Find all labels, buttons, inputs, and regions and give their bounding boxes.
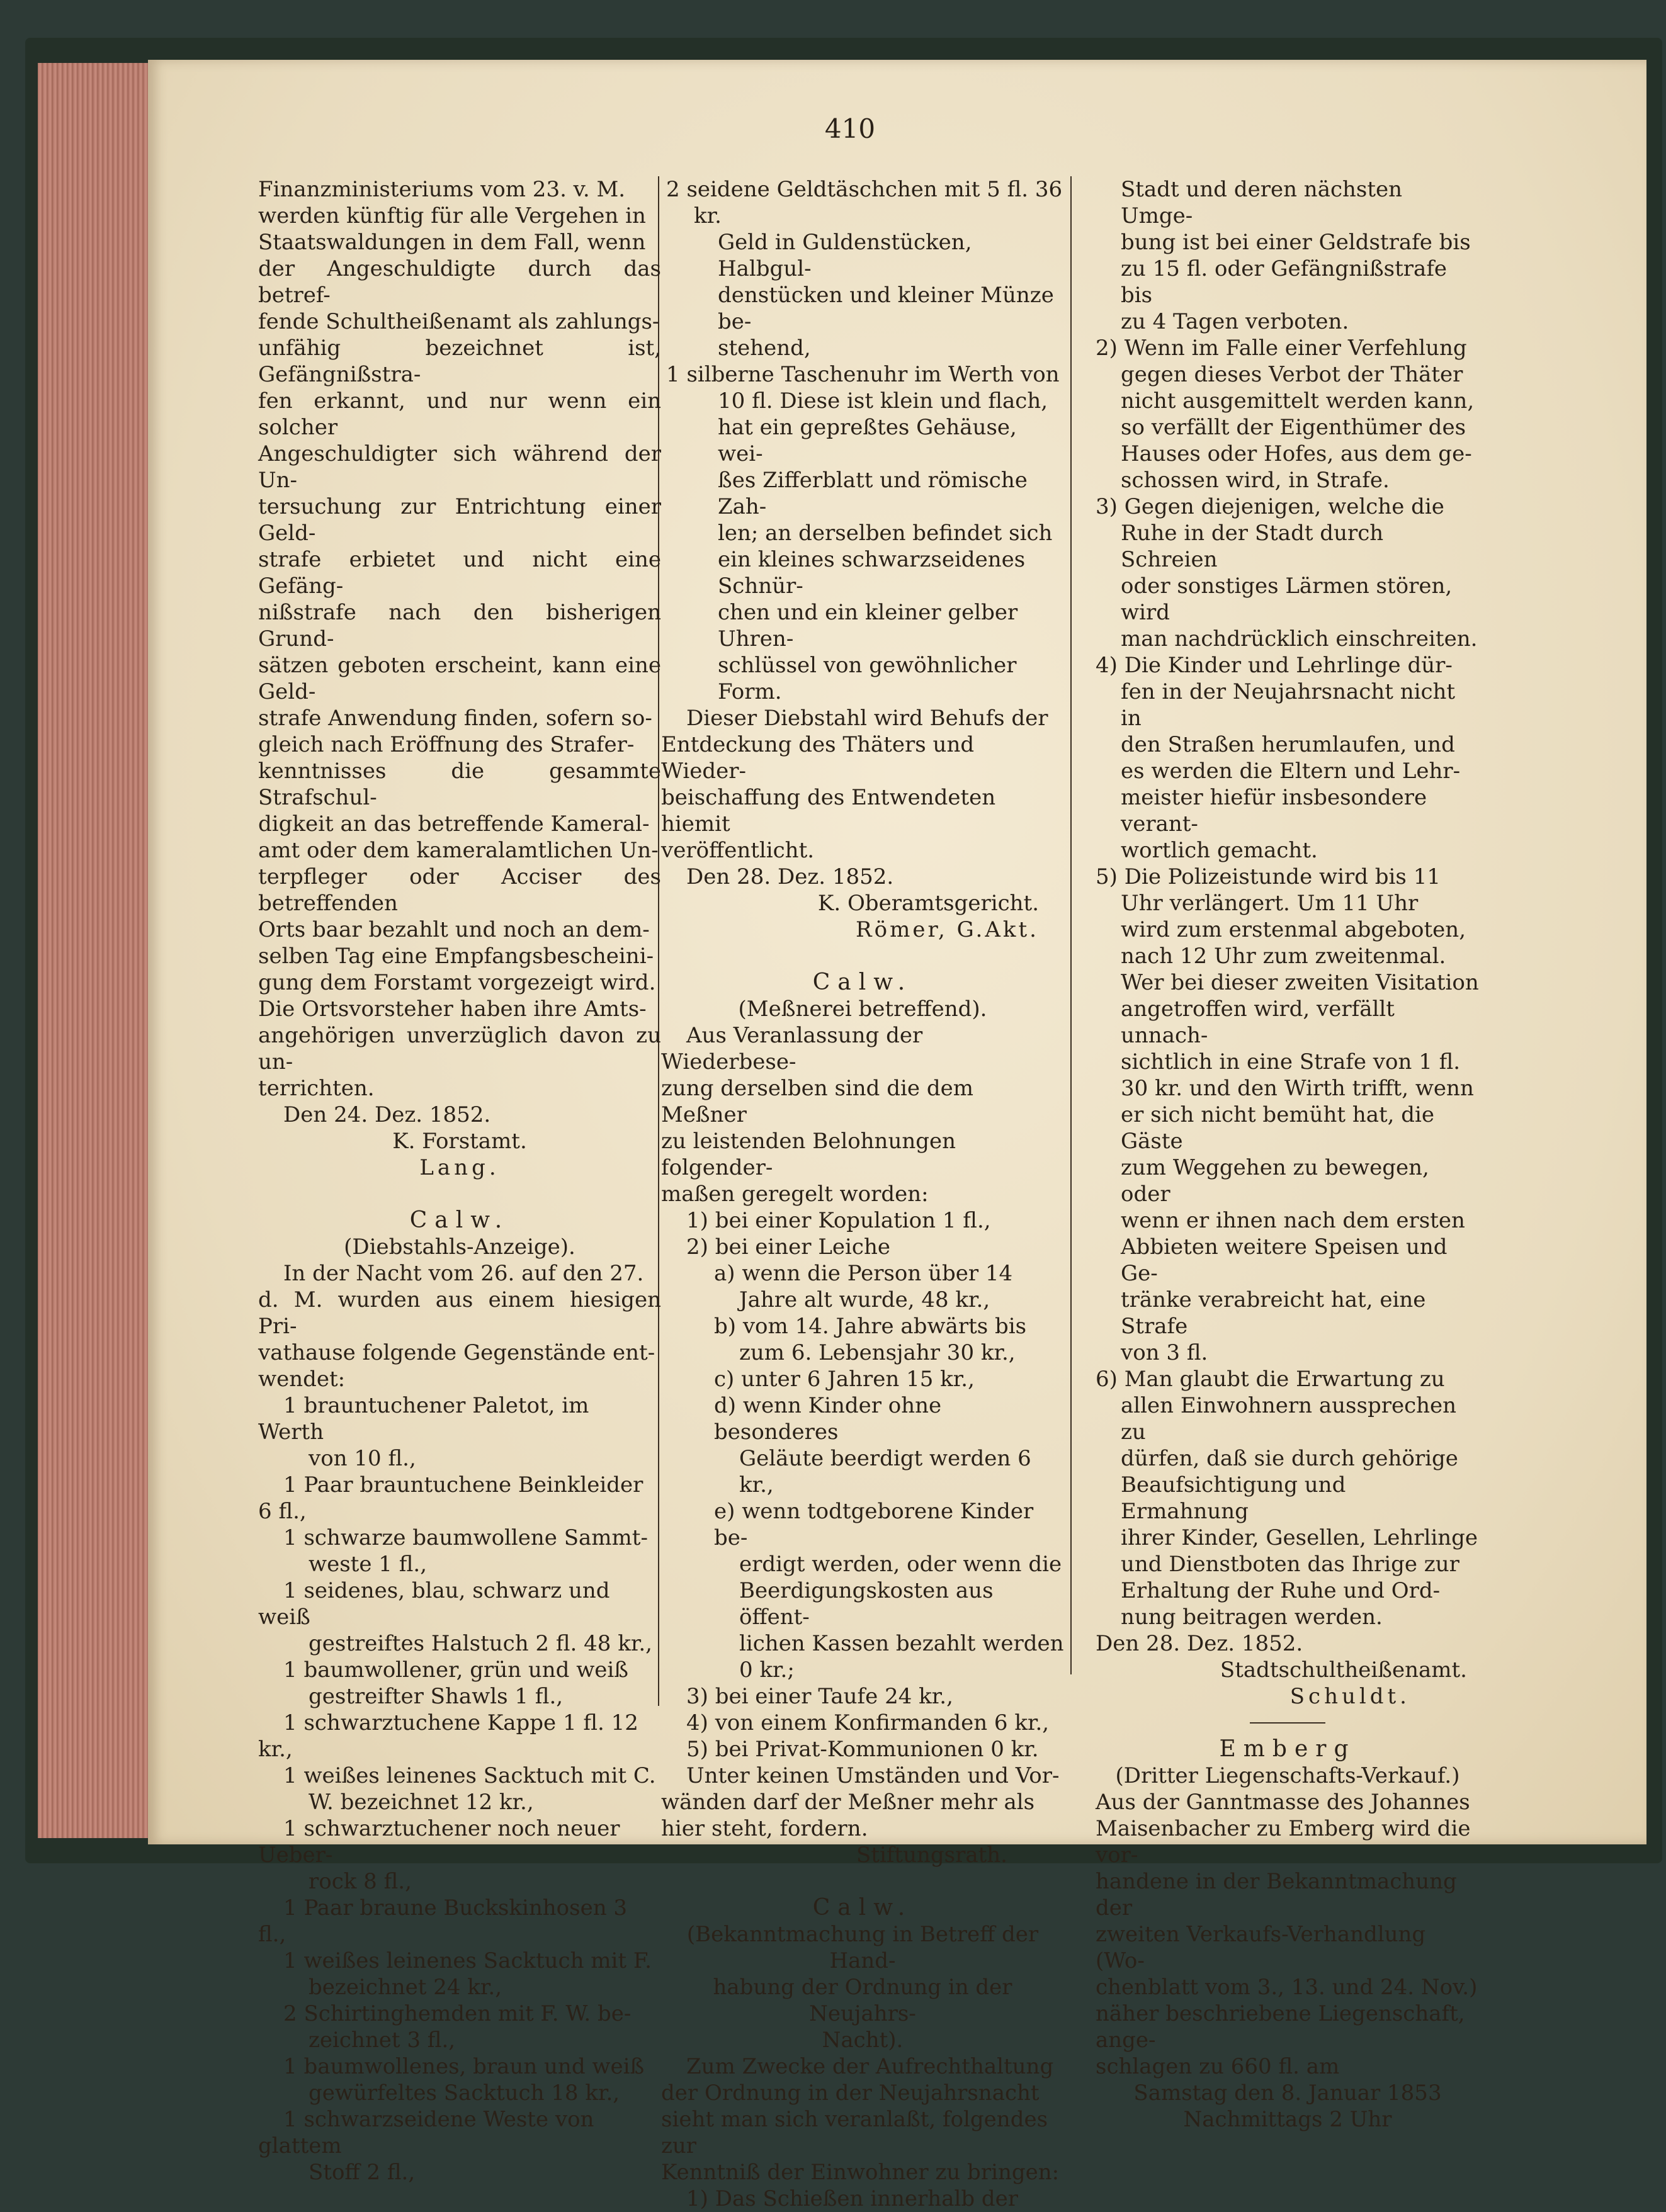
text-line: habung der Ordnung in der Neujahrs- bbox=[713, 1975, 1012, 2026]
list-item: len; an derselben befindet sich bbox=[718, 521, 1053, 546]
list-item: denstücken und kleiner Münze be- bbox=[718, 283, 1054, 334]
text-line: es werden die Eltern und Lehr- bbox=[1121, 759, 1461, 784]
list-item: gestreiftes Halstuch 2 fl. 48 kr., bbox=[309, 1631, 652, 1656]
list-item: 1 schwarze baumwollene Sammt- bbox=[283, 1525, 648, 1550]
text-line: selben Tag eine Empfangsbescheini- bbox=[258, 944, 654, 969]
text-line: sieht man sich veranlaßt, folgendes zur bbox=[661, 2107, 1048, 2158]
emberg-sale-text bbox=[1096, 1789, 1480, 2080]
text-line: strafe erbietet und nicht eine Gefäng- bbox=[258, 547, 661, 599]
text-line: meister hiefür insbesondere verant- bbox=[1121, 785, 1427, 837]
text-line: amt oder dem kameralamtlichen Un- bbox=[258, 838, 659, 863]
list-item: d) wenn Kinder ohne besonderes bbox=[714, 1393, 942, 1445]
text-line: In der Nacht vom 26. auf den 27. bbox=[283, 1261, 644, 1286]
list-item: erdigt werden, oder wenn die bbox=[739, 1552, 1062, 1577]
text-line: gung dem Forstamt vorgezeigt wird. bbox=[258, 970, 656, 995]
text-line: zu 15 fl. oder Gefängnißstrafe bis bbox=[1121, 256, 1448, 308]
notice-subheading bbox=[661, 1921, 1064, 2053]
column-rule-right bbox=[1070, 176, 1072, 1674]
text-line: Orts baar bezahlt und noch an dem- bbox=[258, 917, 650, 942]
list-item: 2) Wenn im Falle einer Verfehlung bbox=[1096, 336, 1467, 361]
list-item: ein kleines schwarzseidenes Schnür- bbox=[718, 547, 1026, 599]
list-item: 1 weißes leinenes Sacktuch mit C. bbox=[283, 1763, 656, 1788]
signer: Römer, G.Akt. bbox=[856, 917, 1039, 942]
text-line: bung ist bei einer Geldstrafe bis bbox=[1121, 230, 1471, 255]
issuing-office: K. Oberamtsgericht. bbox=[817, 891, 1039, 916]
text-line: nung beitragen werden. bbox=[1121, 1605, 1383, 1630]
notice-heading: Calw. bbox=[812, 969, 913, 995]
list-item: Stoff 2 fl., bbox=[309, 2160, 416, 2185]
text-line: Aus der Ganntmasse des Johannes bbox=[1096, 1790, 1470, 1815]
list-item: 1 schwarztuchene Kappe 1 fl. 12 kr., bbox=[258, 1710, 638, 1762]
column-left bbox=[258, 176, 661, 2186]
section-divider bbox=[1250, 1722, 1325, 1724]
list-item: 2 Schirtinghemden mit F. W. be- bbox=[283, 2001, 632, 2026]
text-line: d. M. wurden aus einem hiesigen Pri- bbox=[258, 1287, 661, 1339]
text-line: zum Weggehen zu bewegen, oder bbox=[1121, 1155, 1429, 1207]
new-year-intro bbox=[661, 2053, 1064, 2212]
notice-subheading: (Dritter Liegenschafts-Verkauf.) bbox=[1115, 1763, 1460, 1788]
text-line: 30 kr. und den Wirth trifft, wenn bbox=[1121, 1076, 1474, 1101]
text-line: dürfen, daß sie durch gehörige bbox=[1121, 1446, 1458, 1471]
list-item: W. bezeichnet 12 kr., bbox=[309, 1790, 534, 1815]
list-item: rock 8 fl., bbox=[309, 1869, 412, 1894]
list-item: Geläute beerdigt werden 6 kr., bbox=[739, 1446, 1031, 1498]
text-line: wortlich gemacht. bbox=[1121, 838, 1318, 863]
text-line: angetroffen wird, verfällt unnach- bbox=[1121, 996, 1395, 1048]
list-item: stehend, bbox=[718, 336, 811, 361]
list-item: 5) Die Polizeistunde wird bis 11 bbox=[1096, 864, 1441, 889]
text-line: werden künftig für alle Vergehen in bbox=[258, 203, 646, 229]
page-edges bbox=[38, 63, 153, 1838]
text-line: fen erkannt, und nur wenn ein solcher bbox=[258, 388, 661, 440]
stolen-items-list bbox=[258, 1392, 661, 2186]
list-item: 1 weißes leinenes Sacktuch mit F. bbox=[283, 1948, 652, 1973]
forstamt-notice-text bbox=[258, 176, 661, 1102]
notice-date: Den 28. Dez. 1852. bbox=[686, 864, 894, 889]
text-line: ihrer Kinder, Gesellen, Lehrlinge bbox=[1121, 1525, 1478, 1550]
text-line: fen in der Neujahrsnacht nicht in bbox=[1121, 679, 1456, 731]
signer: Lang. bbox=[419, 1155, 500, 1180]
text-line: Erhaltung der Ruhe und Ord- bbox=[1121, 1578, 1441, 1603]
list-item: lichen Kassen bezahlt werden bbox=[739, 1631, 1064, 1656]
text-line: chenblatt vom 3., 13. und 24. Nov.) bbox=[1096, 1975, 1478, 2000]
notice-subheading: (Meßnerei betreffend). bbox=[738, 996, 987, 1022]
text-line: er sich nicht bemüht hat, die Gäste bbox=[1121, 1102, 1435, 1154]
new-year-rules bbox=[1096, 176, 1480, 1630]
list-item: 4) von einem Konfirmanden 6 kr., bbox=[686, 1710, 1050, 1735]
list-item: von 10 fl., bbox=[309, 1446, 416, 1471]
text-line: wenn er ihnen nach dem ersten bbox=[1121, 1208, 1465, 1233]
notice-subheading: (Diebstahls-Anzeige). bbox=[344, 1234, 575, 1260]
notice-heading: Calw. bbox=[409, 1207, 510, 1233]
text-line: tränke verabreicht hat, eine Strafe bbox=[1121, 1287, 1426, 1339]
list-item: schlüssel von gewöhnlicher Form. bbox=[718, 653, 1017, 704]
issuing-office: K. Forstamt. bbox=[392, 1129, 527, 1154]
list-item: 4) Die Kinder und Lehrlinge dür- bbox=[1096, 653, 1453, 678]
text-line: den Straßen herumlaufen, und bbox=[1121, 732, 1455, 757]
text-line: Die Ortsvorsteher haben ihre Amts- bbox=[258, 996, 647, 1022]
list-item: 5) bei Privat-Kommunionen 0 kr. bbox=[686, 1737, 1039, 1762]
text-line: unfähig bezeichnet ist, Gefängnißstra- bbox=[258, 336, 661, 387]
text-line: schossen wird, in Strafe. bbox=[1121, 468, 1390, 493]
list-item: 1) bei einer Kopulation 1 fl., bbox=[686, 1208, 991, 1233]
text-line: Finanzministeriums vom 23. v. M. bbox=[258, 177, 626, 202]
list-item: Geld in Guldenstücken, Halbgul- bbox=[718, 230, 972, 281]
text-line: schlagen zu 660 fl. am bbox=[1096, 2054, 1340, 2079]
text-line: maßen geregelt worden: bbox=[661, 1182, 929, 1207]
notice-date: Den 24. Dez. 1852. bbox=[283, 1102, 491, 1127]
text-line: nach 12 Uhr zum zweitenmal. bbox=[1121, 944, 1446, 969]
text-line: Wer bei dieser zweiten Visitation bbox=[1121, 970, 1479, 995]
text-line: strafe Anwendung finden, sofern so- bbox=[258, 706, 652, 731]
list-item: c) unter 6 Jahren 15 kr., bbox=[714, 1367, 975, 1392]
list-item: 1 baumwollenes, braun und weiß bbox=[283, 2054, 645, 2079]
text-line: digkeit an das betreffende Kameral- bbox=[258, 811, 650, 837]
list-item: ßes Zifferblatt und römische Zah- bbox=[718, 468, 1028, 519]
text-line: so verfällt der Eigenthümer des bbox=[1121, 415, 1466, 440]
list-item: Jahre alt wurde, 48 kr., bbox=[739, 1287, 990, 1312]
text-line: allen Einwohnern aussprechen zu bbox=[1121, 1393, 1457, 1445]
list-item: Beerdigungskosten aus öffent- bbox=[739, 1578, 994, 1630]
list-item: 1 baumwollener, grün und weiß bbox=[283, 1657, 629, 1683]
list-item: 3) bei einer Taufe 24 kr., bbox=[686, 1684, 953, 1709]
signer: Schuldt. bbox=[1289, 1684, 1410, 1709]
messnerei-closing bbox=[661, 1763, 1064, 1842]
signer: Stiftungsrath. bbox=[856, 1842, 1007, 1868]
text-line: wänden darf der Meßner mehr als bbox=[661, 1790, 1035, 1815]
list-item: bezeichnet 24 kr., bbox=[309, 1975, 502, 2000]
text-line: und Dienstboten das Ihrige zur bbox=[1121, 1552, 1459, 1577]
list-item: 3) Gegen diejenigen, welche die bbox=[1096, 494, 1444, 519]
list-item: 6) Man glaubt die Erwartung zu bbox=[1096, 1367, 1445, 1392]
column-right bbox=[1096, 176, 1480, 2133]
text-line: nicht ausgemittelt werden kann, bbox=[1121, 388, 1475, 414]
fee-list bbox=[661, 1207, 1064, 1763]
issuing-office: Stadtschultheißenamt. bbox=[1220, 1657, 1467, 1683]
list-item: zum 6. Lebensjahr 30 kr., bbox=[739, 1340, 1016, 1365]
notice-heading: Calw. bbox=[812, 1895, 913, 1921]
text-line: wird zum erstenmal abgeboten, bbox=[1121, 917, 1466, 942]
text-line: gegen dieses Verbot der Thäter bbox=[1121, 362, 1463, 387]
text-line: zu leistenden Belohnungen folgender- bbox=[661, 1129, 956, 1180]
text-line: sätzen geboten erscheint, kann eine Geld- bbox=[258, 653, 661, 704]
text-line: hier steht, fordern. bbox=[661, 1816, 868, 1841]
text-line: vathause folgende Gegenstände ent- bbox=[258, 1340, 655, 1365]
list-item: 10 fl. Diese ist klein und flach, bbox=[718, 388, 1048, 414]
text-line: Ruhe in der Stadt durch Schreien bbox=[1121, 521, 1384, 572]
text-line: der Ordnung in der Neujahrsnacht bbox=[661, 2080, 1040, 2106]
messnerei-intro bbox=[661, 1022, 1064, 1207]
list-item: hat ein gepreßtes Gehäuse, wei- bbox=[718, 415, 1017, 466]
list-item: 1 Paar braune Buckskinhosen 3 fl., bbox=[258, 1895, 628, 1947]
text-line: Kenntniß der Einwohner zu bringen: bbox=[661, 2160, 1060, 2185]
list-item: zeichnet 3 fl., bbox=[309, 2028, 456, 2053]
text-line: (Bekanntmachung in Betreff der Hand- bbox=[686, 1922, 1039, 1973]
list-item: 1 Paar brauntuchene Beinkleider 6 fl., bbox=[258, 1472, 643, 1524]
text-line: gleich nach Eröffnung des Strafer- bbox=[258, 732, 635, 757]
text-line: Entdeckung des Thäters und Wieder- bbox=[661, 732, 975, 784]
text-line: Aus Veranlassung der Wiederbese- bbox=[661, 1023, 923, 1075]
text-line: Dieser Diebstahl wird Behufs der bbox=[686, 706, 1048, 731]
list-item: chen und ein kleiner gelber Uhren- bbox=[718, 600, 1018, 652]
text-line: Zum Zwecke der Aufrechthaltung bbox=[686, 2054, 1054, 2079]
text-line: beischaffung des Entwendeten hiemit bbox=[661, 785, 996, 837]
text-line: Angeschuldigter sich während der Un- bbox=[258, 441, 661, 493]
list-item: weste 1 fl., bbox=[309, 1552, 427, 1577]
text-line: sichtlich in eine Strafe von 1 fl. bbox=[1121, 1049, 1461, 1075]
text-line: wendet: bbox=[258, 1367, 346, 1392]
text-line: handene in der Bekanntmachung der bbox=[1096, 1869, 1457, 1921]
notice-heading: Emberg bbox=[1219, 1736, 1356, 1762]
text-line: Abbieten weitere Speisen und Ge- bbox=[1121, 1234, 1448, 1286]
text-line: fende Schultheißenamt als zahlungs- bbox=[258, 309, 660, 334]
text-line: zweiten Verkaufs-Verhandlung (Wo- bbox=[1096, 1922, 1426, 1973]
text-line: Stadt und deren nächsten Umge- bbox=[1121, 177, 1403, 229]
list-item: 1 seidenes, blau, schwarz und weiß bbox=[258, 1578, 610, 1630]
list-item: a) wenn die Person über 14 bbox=[714, 1261, 1013, 1286]
stolen-items-continued bbox=[661, 176, 1064, 864]
column-middle bbox=[661, 176, 1064, 2212]
text-line: zung derselben sind die dem Meßner bbox=[661, 1076, 973, 1127]
list-item: 1) Das Schießen innerhalb der bbox=[686, 2186, 1019, 2211]
text-line: oder sonstiges Lärmen stören, wird bbox=[1121, 573, 1453, 625]
text-line: angehörigen unverzüglich davon zu un- bbox=[258, 1023, 661, 1075]
text-line: veröffentlicht. bbox=[661, 838, 815, 863]
list-item: 0 kr.; bbox=[739, 1657, 795, 1683]
text-line: zu 4 Tagen verboten. bbox=[1121, 309, 1349, 334]
list-item: b) vom 14. Jahre abwärts bis bbox=[714, 1314, 1027, 1339]
list-item: gewürfeltes Sacktuch 18 kr., bbox=[309, 2080, 620, 2106]
text-line: Unter keinen Umständen und Vor- bbox=[686, 1763, 1060, 1788]
text-line: man nachdrücklich einschreiten. bbox=[1121, 626, 1478, 652]
sale-time: Nachmittags 2 Uhr bbox=[1183, 2107, 1392, 2132]
notice-date: Den 28. Dez. 1852. bbox=[1096, 1631, 1303, 1656]
text-line: terpfleger oder Acciser des betreffenden bbox=[258, 864, 661, 916]
text-line: nißstrafe nach den bisherigen Grund- bbox=[258, 600, 661, 652]
text-line: Nacht). bbox=[822, 2028, 904, 2053]
theft-intro bbox=[258, 1260, 661, 1392]
text-line: Beaufsichtigung und Ermahnung bbox=[1121, 1472, 1346, 1524]
list-item: 1 brauntuchener Paletot, im Werth bbox=[258, 1393, 589, 1445]
text-line: der Angeschuldigte durch das betref- bbox=[258, 256, 661, 308]
text-line: von 3 fl. bbox=[1121, 1340, 1208, 1365]
text-line: Staatswaldungen in dem Fall, wenn bbox=[258, 230, 646, 255]
list-item: 2 seidene Geldtäschchen mit 5 fl. 36 kr. bbox=[666, 177, 1063, 229]
page-number: 410 bbox=[824, 113, 876, 144]
text-line: Hauses oder Hofes, aus dem ge- bbox=[1121, 441, 1472, 466]
list-item: gestreifter Shawls 1 fl., bbox=[309, 1684, 564, 1709]
sale-date: Samstag den 8. Januar 1853 bbox=[1133, 2080, 1442, 2106]
text-line: terrichten. bbox=[258, 1076, 375, 1101]
list-item: 2) bei einer Leiche bbox=[686, 1234, 890, 1260]
list-item: 1 silberne Taschenuhr im Werth von bbox=[666, 362, 1060, 387]
list-item: e) wenn todtgeborene Kinder be- bbox=[714, 1499, 1034, 1550]
text-line: Uhr verlängert. Um 11 Uhr bbox=[1121, 891, 1419, 916]
list-item: 1 schwarztuchener noch neuer Ueber- bbox=[258, 1816, 620, 1868]
text-line: tersuchung zur Entrichtung einer Geld- bbox=[258, 494, 661, 546]
text-line: Maisenbacher zu Emberg wird die vor- bbox=[1096, 1816, 1471, 1868]
list-item: 1 schwarzseidene Weste von glattem bbox=[258, 2107, 594, 2158]
text-line: näher beschriebene Liegenschaft, ange- bbox=[1096, 2001, 1465, 2053]
text-line: kenntnisses die gesammte Strafschul- bbox=[258, 759, 661, 810]
